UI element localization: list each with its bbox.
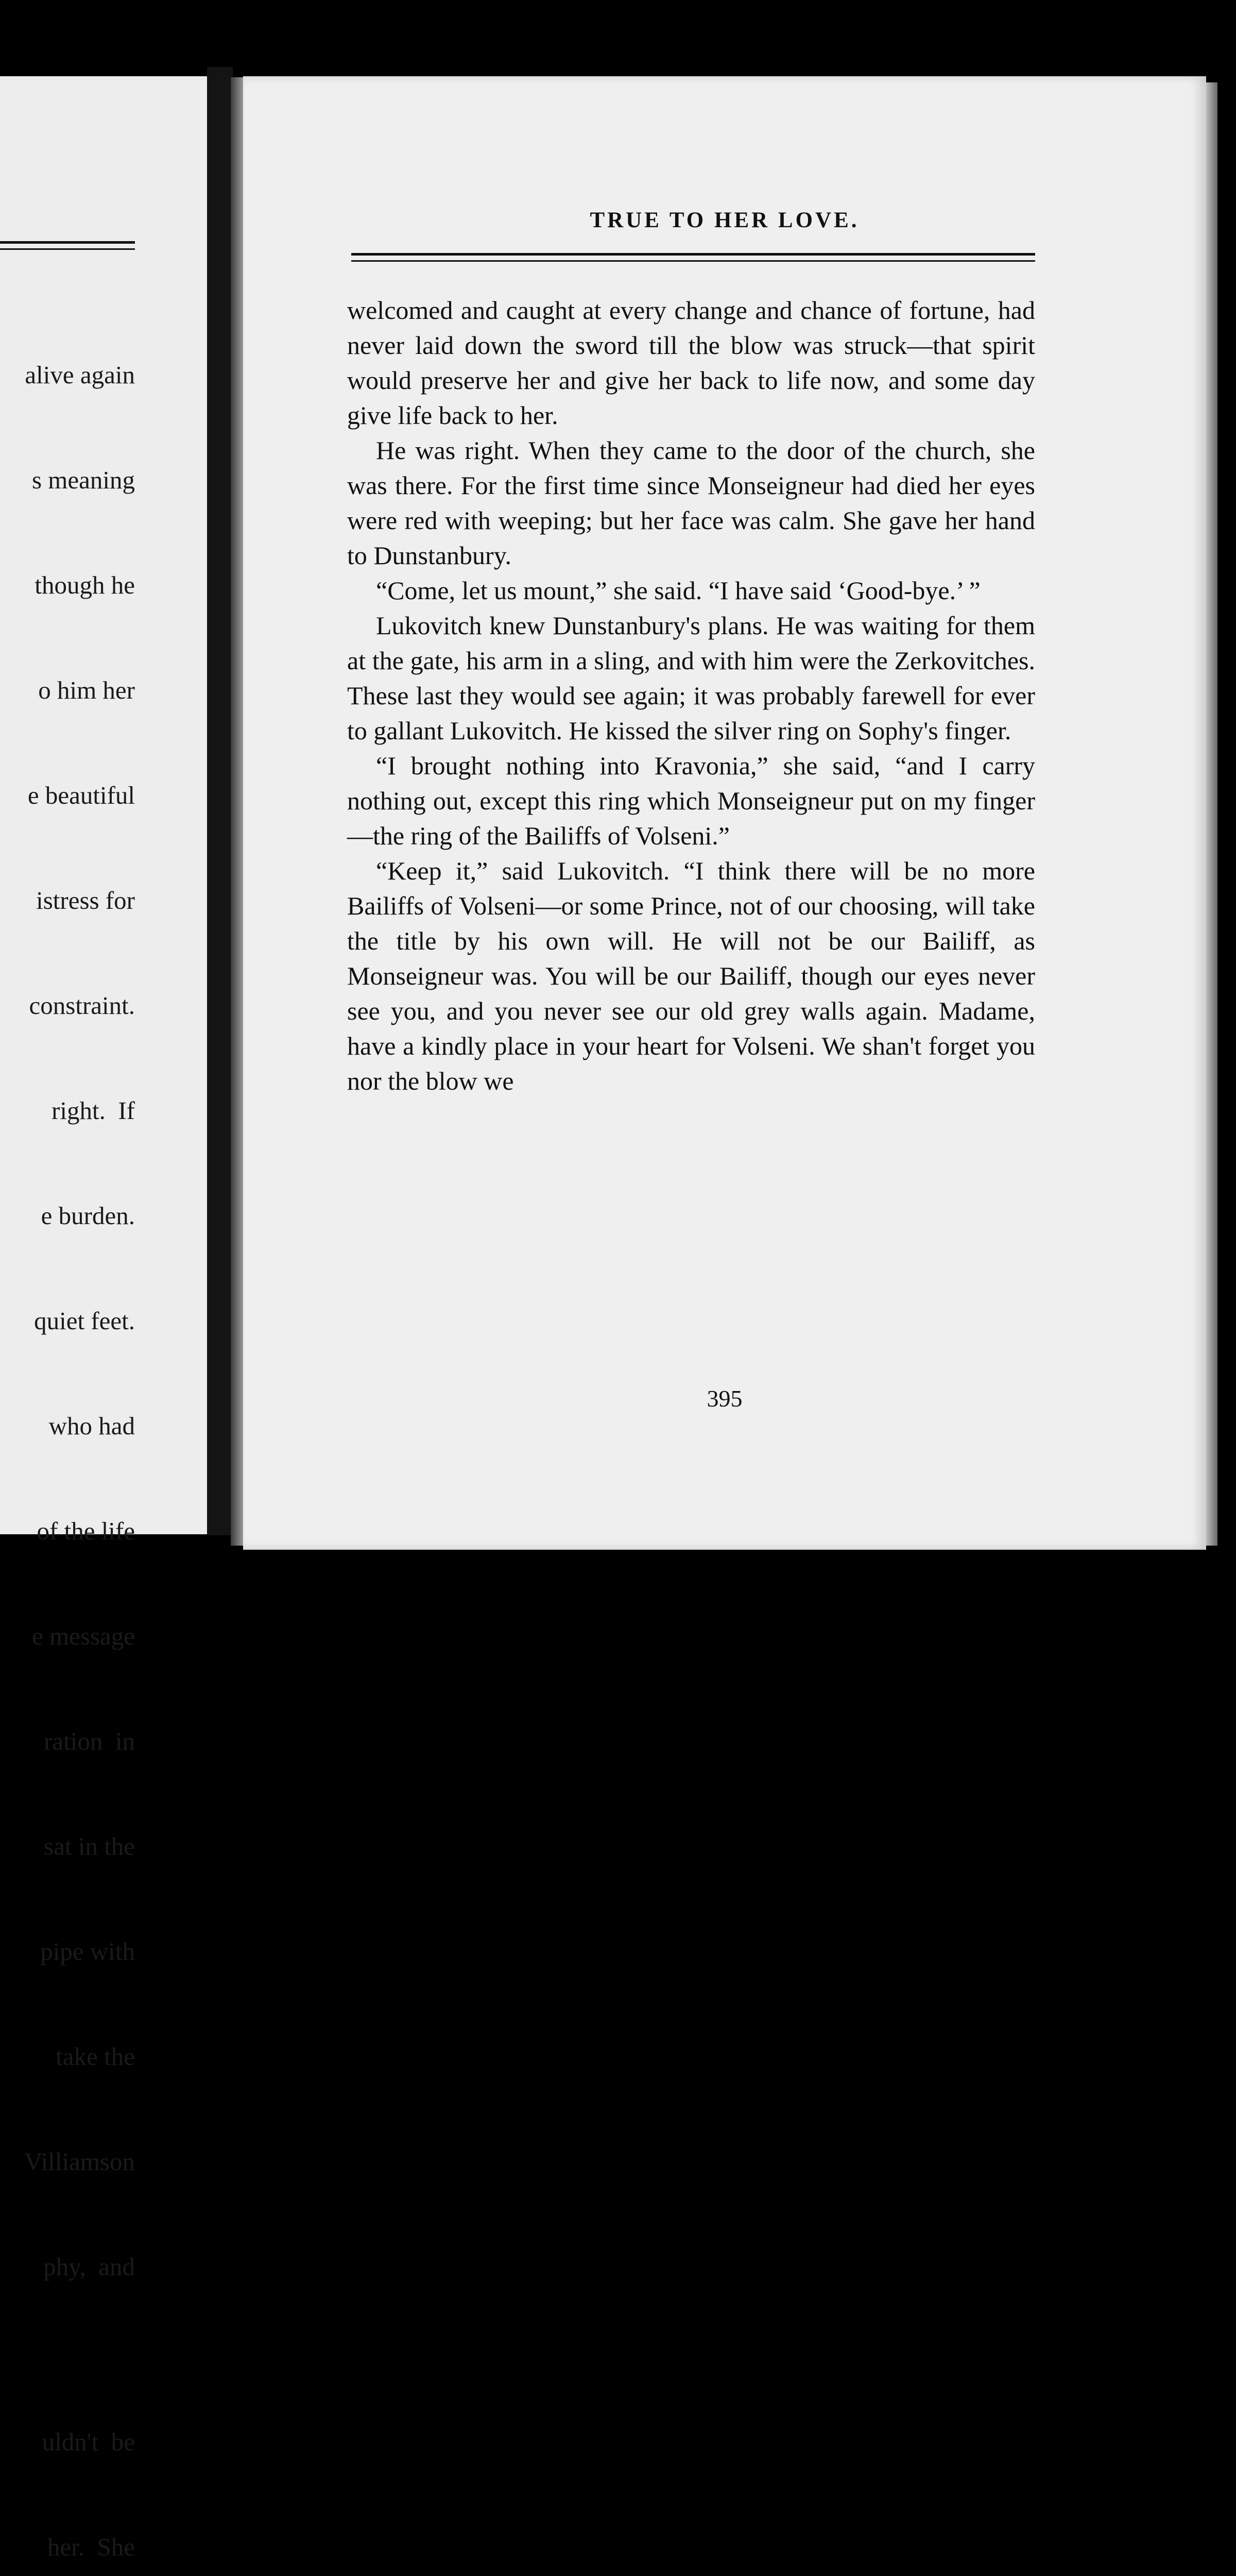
header-rule-thin: [351, 260, 1035, 262]
left-line: phy, and: [43, 2252, 135, 2281]
left-line: istress for: [36, 886, 135, 914]
left-line: e burden.: [41, 1201, 135, 1230]
left-line: who had: [48, 1412, 135, 1440]
left-line: though he: [35, 571, 135, 599]
left-line: s meaning: [31, 466, 135, 494]
left-page-rule-thick: [0, 241, 135, 244]
left-line: constraint.: [29, 991, 135, 1020]
left-line: sat in the: [44, 1832, 135, 1860]
page-number: 395: [707, 1385, 743, 1412]
left-page-text: [24, 287, 135, 2576]
book-spine: [207, 67, 233, 1535]
left-line: e beautiful: [27, 781, 135, 809]
page-edge: [1206, 82, 1217, 1546]
header-rule-thick: [351, 253, 1035, 256]
running-head: TRUE TO HER LOVE.: [590, 208, 860, 232]
left-line: her. She: [47, 2533, 135, 2561]
paragraph: “I brought nothing into Kravonia,” she said, “and I carry nothing out, except this ring which Monseigneur put on my finger—the ring of the Bailiffs of Volseni.”: [347, 751, 1035, 850]
left-line: e message: [32, 1622, 135, 1650]
paragraph: “Keep it,” said Lukovitch. “I think there will be no more Bailiffs of Volseni—or some Prince, not of our choosing, will take the title by his own will. He will not be our Bailiff, as Monseigneur was. You will be our Bailiff, though our eyes never see you, and you never see our old grey walls again. Madame, have a kindly place in your heart for Volseni. We shan't forget you nor the blow we: [347, 856, 1035, 1095]
paragraph: He was right. When they came to the door of the church, she was there. For the first time since Monseigneur had died her eyes were red with weeping; but her face was calm. She gave her hand to Dunstanbury.: [347, 436, 1035, 570]
left-line: Villiamson: [24, 2147, 135, 2176]
left-line: right. If: [52, 1096, 135, 1125]
left-line: o him her: [38, 676, 135, 704]
paragraph: Lukovitch knew Dunstanbury's plans. He was waiting for them at the gate, his arm in a sling, and with him were the Zerkovitches. These last they would see again; it was probably farewell for ever to gallant Lukovitch. He kissed the silver ring on Sophy's finger.: [347, 611, 1035, 745]
paragraph: welcomed and caught at every change and chance of fortune, had never laid down the sword till the blow was struck—that spirit would preserve her and give her back to life now, and some day give life back to her.: [347, 296, 1035, 430]
left-line: uldn't be: [42, 2428, 135, 2456]
left-page: [0, 76, 231, 2561]
left-line: quiet feet.: [34, 1307, 135, 1335]
left-line: alive again: [25, 361, 135, 389]
body-text: [347, 293, 1035, 1098]
right-page: [243, 76, 1206, 1550]
paragraph: “Come, let us mount,” she said. “I have said ‘Good-bye.’ ”: [376, 576, 981, 605]
left-line: ration in: [44, 1727, 135, 1755]
left-page-rule-thin: [0, 248, 135, 250]
left-line: take the: [56, 2042, 135, 2071]
left-line: of the life: [37, 1517, 135, 1545]
left-line: pipe with: [40, 1937, 135, 1965]
